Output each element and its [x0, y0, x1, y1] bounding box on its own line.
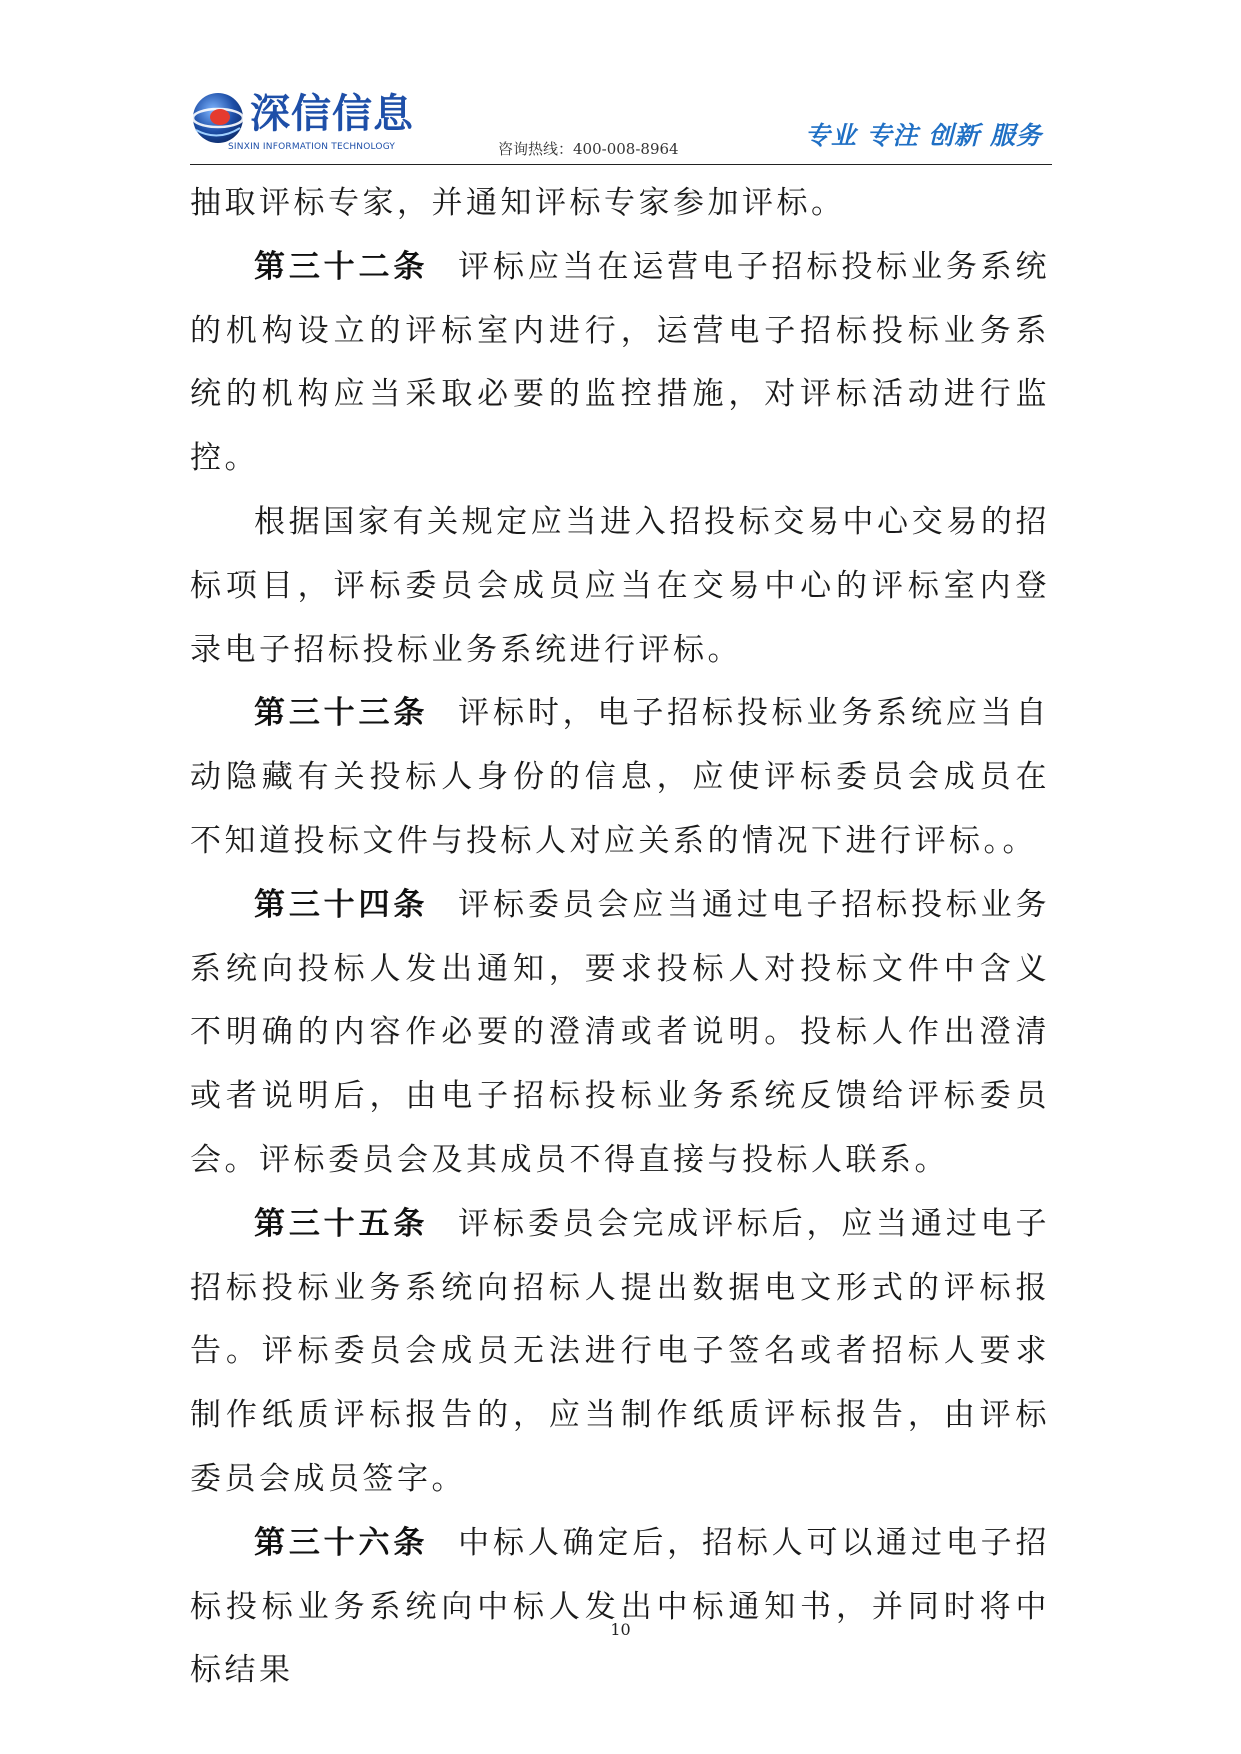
article-text: 评标委员会应当通过电子招标投标业务系统向投标人发出通知，要求投标人对投标文件中含义不明确的内容作必要的澄清或者说明。投标人作出澄清或者说明后，由电子招标投标业务系统反馈给评标委员会。评标委员会及其成员不得直接与投标人联系。 [190, 886, 1051, 1178]
logo-subtitle: SINXIN INFORMATION TECHNOLOGY [228, 142, 396, 152]
article-35-paragraph [190, 1193, 1050, 1512]
article-number: 第三十二条 [254, 248, 429, 285]
document-body [190, 172, 1050, 1703]
article-text: 中标人确定后，招标人可以通过电子招标投标业务系统向中标人发出中标通知书，并同时将中标结果 [190, 1524, 1051, 1689]
company-logo [190, 90, 450, 156]
slogan-text: 专业 专注 创新 服务 [804, 121, 1042, 150]
header-divider [190, 164, 1052, 165]
article-36-paragraph [190, 1512, 1050, 1703]
article-number: 第三十三条 [254, 695, 429, 732]
article-text: 评标应当在运营电子招标投标业务系统的机构设立的评标室内进行，运营电子招标投标业务系统的机构应当采取必要的监控措施，对评标活动进行监控。 [190, 248, 1051, 477]
logo-name: 深信信息 [250, 91, 414, 137]
page-header [190, 86, 1052, 166]
article-33-paragraph [190, 682, 1050, 873]
article-text: 根据国家有关规定应当进入招投标交易中心交易的招标项目，评标委员会成员应当在交易中心的评标室内登录电子招标投标业务系统进行评标。 [190, 503, 1050, 668]
article-text: 评标时，电子招标投标业务系统应当自动隐藏有关投标人身份的信息，应使评标委员会成员在不知道投标文件与投标人对应关系的情况下进行评标。。 [190, 695, 1051, 859]
article-number: 第三十五条 [254, 1205, 429, 1242]
article-32-second-paragraph [190, 491, 1050, 682]
hotline-text: 咨询热线：400-008-8964 [498, 140, 679, 158]
page-number: 10 [610, 1620, 631, 1639]
article-number: 第三十四条 [254, 886, 429, 923]
article-text: 评标委员会完成评标后，应当通过电子招标投标业务系统向招标人提出数据电文形式的评标报告。评标委员会成员无法进行电子签名或者招标人要求制作纸质评标报告的，应当制作纸质评标报告，由评标委员会成员签字。 [190, 1205, 1051, 1497]
article-34-paragraph [190, 874, 1050, 1193]
article-32-paragraph [190, 236, 1050, 491]
article-number: 第三十六条 [254, 1524, 429, 1561]
continuation-paragraph: 抽取评标专家，并通知评标专家参加评标。 [190, 185, 846, 221]
globe-logo-icon [190, 90, 246, 146]
